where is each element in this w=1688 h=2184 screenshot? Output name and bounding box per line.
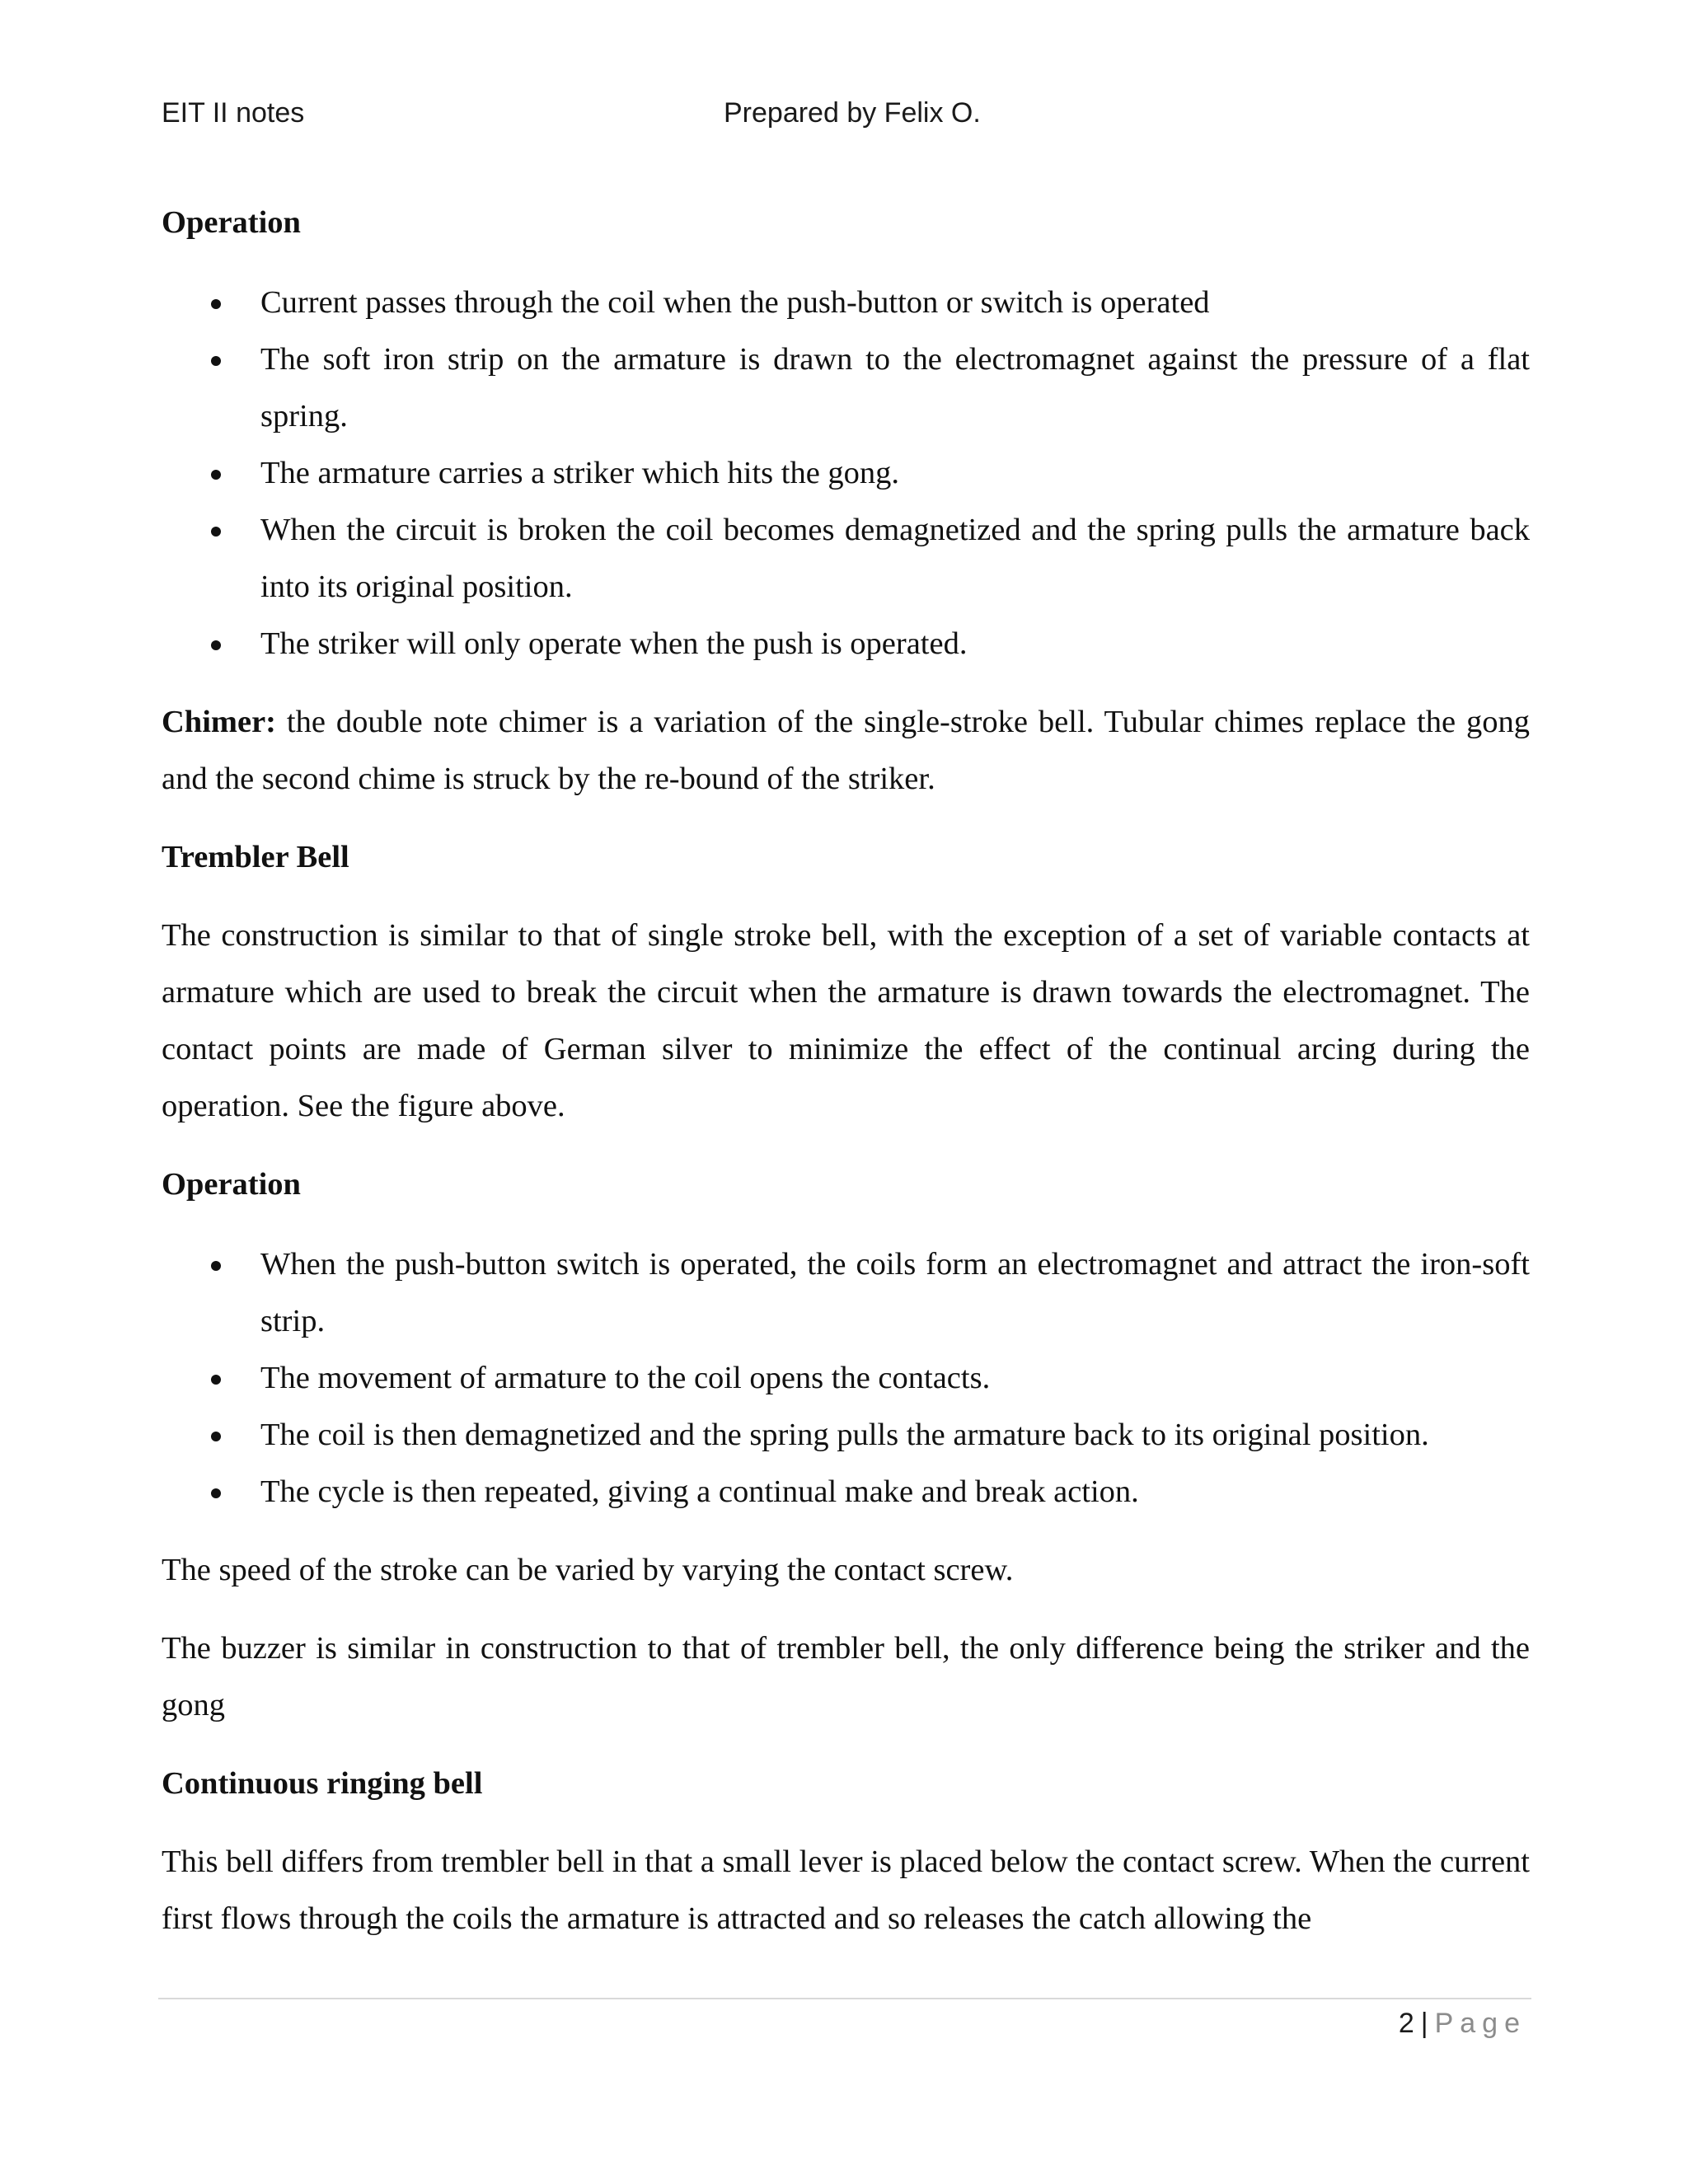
bullet-icon [211, 1432, 221, 1441]
section-heading-operation: Operation [162, 205, 301, 240]
chimer-text: the double note chimer is a variation of the single-stroke bell. Tubular chimes replace the gong and the second chime is struck by the re-bound of the striker. [162, 705, 1530, 796]
trembler-operation-bullet-list [162, 1236, 1530, 1521]
bullet-icon [211, 356, 221, 366]
bullet-icon [211, 299, 221, 309]
bullet-icon [211, 1375, 221, 1385]
continuous-paragraph: This bell differs from trembler bell in that a small lever is placed below the contact screw. When the current first flows through the coils the armature is attracted and so releases the catch allowing the [162, 1844, 1530, 1936]
header-course-title: EIT II notes [162, 97, 305, 129]
list-item: When the push-button switch is operated, the coils form an electromagnet and attract the iron-soft strip. [162, 1236, 1530, 1350]
bullet-icon [211, 1261, 221, 1271]
bullet-icon [211, 527, 221, 537]
section-heading-trembler-bell: Trembler Bell [162, 840, 349, 874]
page-header [162, 97, 1530, 138]
page-number: 2 [1398, 2008, 1414, 2039]
bullet-icon [211, 1488, 221, 1498]
document-body [162, 194, 1530, 1947]
list-item: The movement of armature to the coil opens the contacts. [162, 1350, 1530, 1407]
list-item: When the circuit is broken the coil becomes demagnetized and the spring pulls the armature back into its original position. [162, 502, 1530, 616]
bullet-icon [211, 470, 221, 480]
section-heading-continuous-ringing-bell: Continuous ringing bell [162, 1766, 483, 1801]
trembler-paragraph: The construction is similar to that of single stroke bell, with the exception of a set of variable contacts at armature which are used to break the circuit when the armature is drawn towards the electromagnet. The contact points are made of German silver to minimize the effect of the continual arcing during the operation. See the figure above. [162, 918, 1530, 1123]
list-item: Current passes through the coil when the push-button or switch is operated [162, 274, 1530, 331]
list-item: The soft iron strip on the armature is drawn to the electromagnet against the pressure of a flat spring. [162, 331, 1530, 445]
chimer-label: Chimer: [162, 705, 276, 739]
speed-paragraph: The speed of the stroke can be varied by varying the contact screw. [162, 1553, 1014, 1587]
footer-separator: | [1420, 2008, 1428, 2039]
list-item: The armature carries a striker which hits the gong. [162, 445, 1530, 502]
page-label: Page [1434, 2008, 1526, 2039]
operation-bullet-list [162, 274, 1530, 673]
header-author: Prepared by Felix O. [724, 97, 981, 129]
footer-divider [158, 1998, 1531, 1999]
bullet-icon [211, 640, 221, 650]
list-item: The cycle is then repeated, giving a continual make and break action. [162, 1464, 1530, 1521]
list-item: The striker will only operate when the push is operated. [162, 616, 1530, 673]
page-footer [1399, 2008, 1526, 2040]
chimer-paragraph [162, 694, 1530, 808]
buzzer-paragraph: The buzzer is similar in construction to that of trembler bell, the only difference being the striker and the gong [162, 1631, 1530, 1722]
section-heading-trembler-operation: Operation [162, 1167, 301, 1202]
list-item: The coil is then demagnetized and the spring pulls the armature back to its original position. [162, 1407, 1530, 1464]
